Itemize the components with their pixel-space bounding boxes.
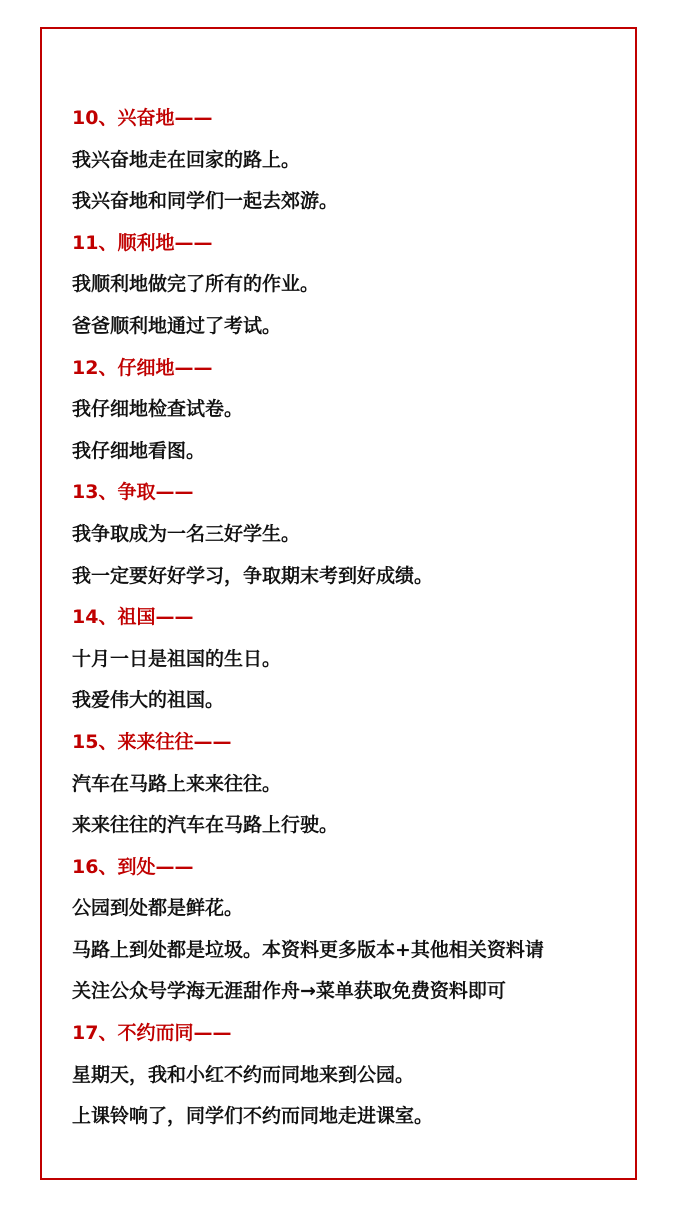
example-sentence: 马路上到处都是垃圾。本资料更多版本+其他相关资料请: [72, 938, 544, 961]
example-sentence: 我争取成为一名三好学生。: [72, 522, 301, 545]
document-body: [72, 100, 620, 1140]
entry-heading: 14、祖国——: [72, 606, 194, 629]
entry-heading: 15、来来往往——: [72, 730, 232, 753]
entry-heading: 13、争取——: [72, 481, 194, 504]
example-sentence: 爸爸顺利地通过了考试。: [72, 314, 282, 337]
example-sentence: 汽车在马路上来来往往。: [72, 772, 282, 795]
example-sentence: 公园到处都是鲜花。: [72, 897, 244, 920]
example-sentence: 上课铃响了，同学们不约而同地走进课室。: [72, 1105, 434, 1128]
entry-heading: 17、不约而同——: [72, 1022, 232, 1045]
example-sentence: 我兴奋地和同学们一起去郊游。: [72, 190, 339, 213]
example-sentence: 我爱伟大的祖国。: [72, 689, 225, 712]
entry-heading: 10、兴奋地——: [72, 107, 213, 129]
example-sentence: 我顺利地做完了所有的作业。: [72, 273, 320, 296]
entry-heading: 11、顺利地——: [72, 231, 213, 254]
example-sentence: 我仔细地看图。: [72, 439, 206, 462]
example-sentence: 我兴奋地走在回家的路上。: [72, 148, 301, 171]
example-sentence: 星期天，我和小红不约而同地来到公园。: [72, 1063, 415, 1086]
entry-heading: 16、到处——: [72, 855, 194, 878]
example-sentence: 关注公众号学海无涯甜作舟→菜单获取免费资料即可: [72, 980, 506, 1003]
example-sentence: 来来往往的汽车在马路上行驶。: [72, 814, 339, 837]
example-sentence: 我仔细地检查试卷。: [72, 398, 244, 421]
example-sentence: 我一定要好好学习，争取期末考到好成绩。: [72, 564, 434, 587]
entry-heading: 12、仔细地——: [72, 356, 213, 379]
example-sentence: 十月一日是祖国的生日。: [72, 647, 282, 670]
